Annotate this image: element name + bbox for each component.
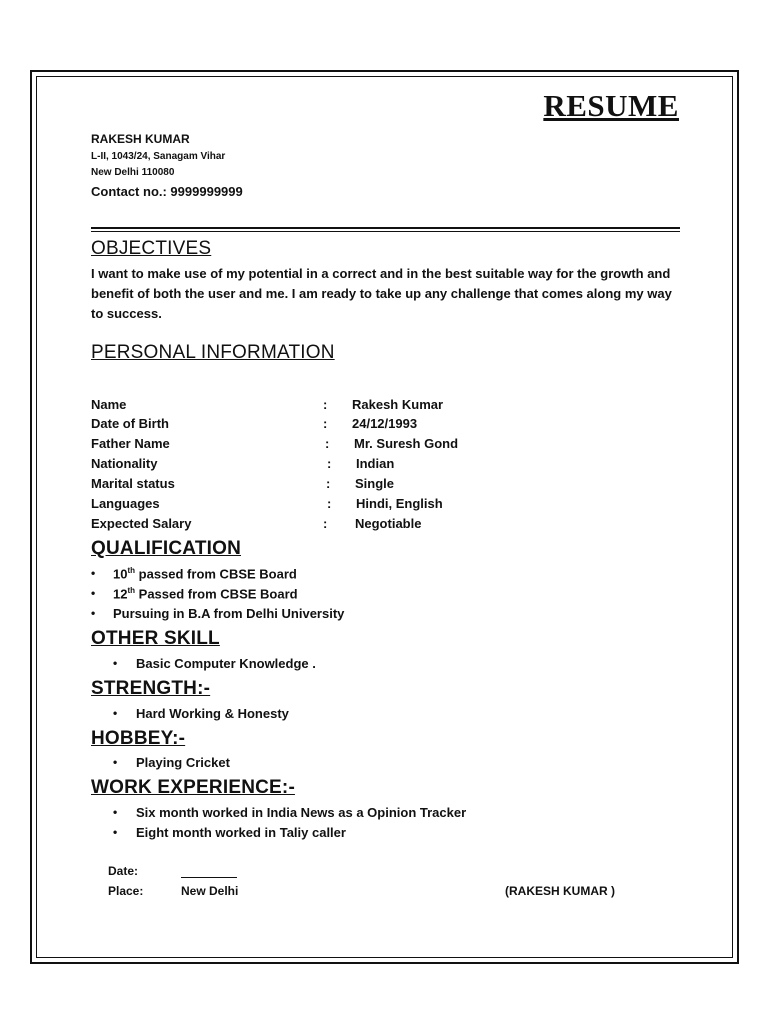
field-separator: : [327, 496, 332, 511]
bullet-icon: • [91, 566, 96, 580]
personal-info-heading: PERSONAL INFORMATION [91, 342, 335, 363]
qualification-heading: QUALIFICATION [91, 538, 242, 559]
qualification-suffix: th [127, 586, 136, 595]
skill-text: Basic Computer Knowledge . [136, 656, 316, 671]
qualification-text: passed from CBSE Board [135, 566, 297, 582]
field-separator: : [327, 456, 332, 471]
field-label-name: Name [91, 397, 127, 412]
field-label-nationality: Nationality [91, 456, 158, 471]
field-value-expected-salary: Negotiable [355, 516, 422, 531]
contact-number: Contact no.: 9999999999 [91, 184, 243, 199]
field-separator: : [323, 516, 328, 531]
field-label-marital-status: Marital status [91, 476, 175, 491]
qualification-text: 12 [113, 586, 128, 602]
bullet-icon: • [91, 606, 96, 620]
address-line-1: L-II, 1043/24, Sanagam Vihar [91, 151, 226, 162]
qualification-text: Pursuing in B.A from Delhi University [113, 606, 345, 621]
objectives-text: I want to make use of my potential in a correct and in the best suitable way for the growth and benefit of both the user and me. I am ready to take up any challenge that comes along my way to success. [91, 266, 672, 321]
field-value-languages: Hindi, English [356, 496, 443, 511]
field-label-languages: Languages [91, 496, 160, 511]
field-value-name: Rakesh Kumar [352, 397, 444, 412]
hobby-text: Playing Cricket [136, 755, 230, 770]
signature-name: (RAKESH KUMAR ) [505, 884, 615, 898]
bullet-icon: • [113, 805, 118, 819]
objectives-heading: OBJECTIVES [91, 238, 212, 259]
date-label: Date: [108, 864, 139, 878]
work-experience-text: Eight month worked in Taliy caller [136, 825, 346, 840]
strength-heading: STRENGTH:- [91, 678, 211, 699]
bullet-icon: • [113, 825, 118, 839]
bullet-icon: • [113, 706, 118, 720]
place-label: Place: [108, 884, 144, 898]
applicant-name: RAKESH KUMAR [91, 132, 190, 146]
field-value-father-name: Mr. Suresh Gond [354, 436, 459, 451]
qualification-suffix: th [127, 566, 136, 575]
strength-text: Hard Working & Honesty [136, 706, 289, 721]
field-label-dob: Date of Birth [91, 416, 169, 431]
qualification-text: 10 [113, 566, 128, 582]
field-value-nationality: Indian [356, 456, 395, 471]
qualification-text: Passed from CBSE Board [135, 586, 298, 602]
header-divider-thick [91, 227, 680, 229]
work-experience-heading: WORK EXPERIENCE:- [91, 777, 295, 798]
bullet-icon: • [113, 656, 118, 670]
place-value: New Delhi [181, 884, 239, 898]
field-separator: : [325, 436, 330, 451]
hobbey-heading: HOBBEY:- [91, 728, 186, 749]
field-separator: : [326, 476, 331, 491]
work-experience-text: Six month worked in India News as a Opinion Tracker [136, 805, 467, 820]
field-label-expected-salary: Expected Salary [91, 516, 192, 531]
field-value-marital-status: Single [355, 476, 395, 491]
other-skill-heading: OTHER SKILL [91, 628, 220, 649]
bullet-icon: • [113, 755, 118, 769]
bullet-icon: • [91, 586, 96, 600]
field-separator: : [323, 416, 328, 431]
header-divider-thin [91, 231, 680, 232]
resume-title: RESUME [543, 88, 679, 123]
date-blank-line [181, 877, 237, 878]
field-separator: : [323, 397, 328, 412]
field-label-father-name: Father Name [91, 436, 170, 451]
field-value-dob: 24/12/1993 [352, 416, 418, 431]
address-line-2: New Delhi 110080 [91, 167, 175, 178]
